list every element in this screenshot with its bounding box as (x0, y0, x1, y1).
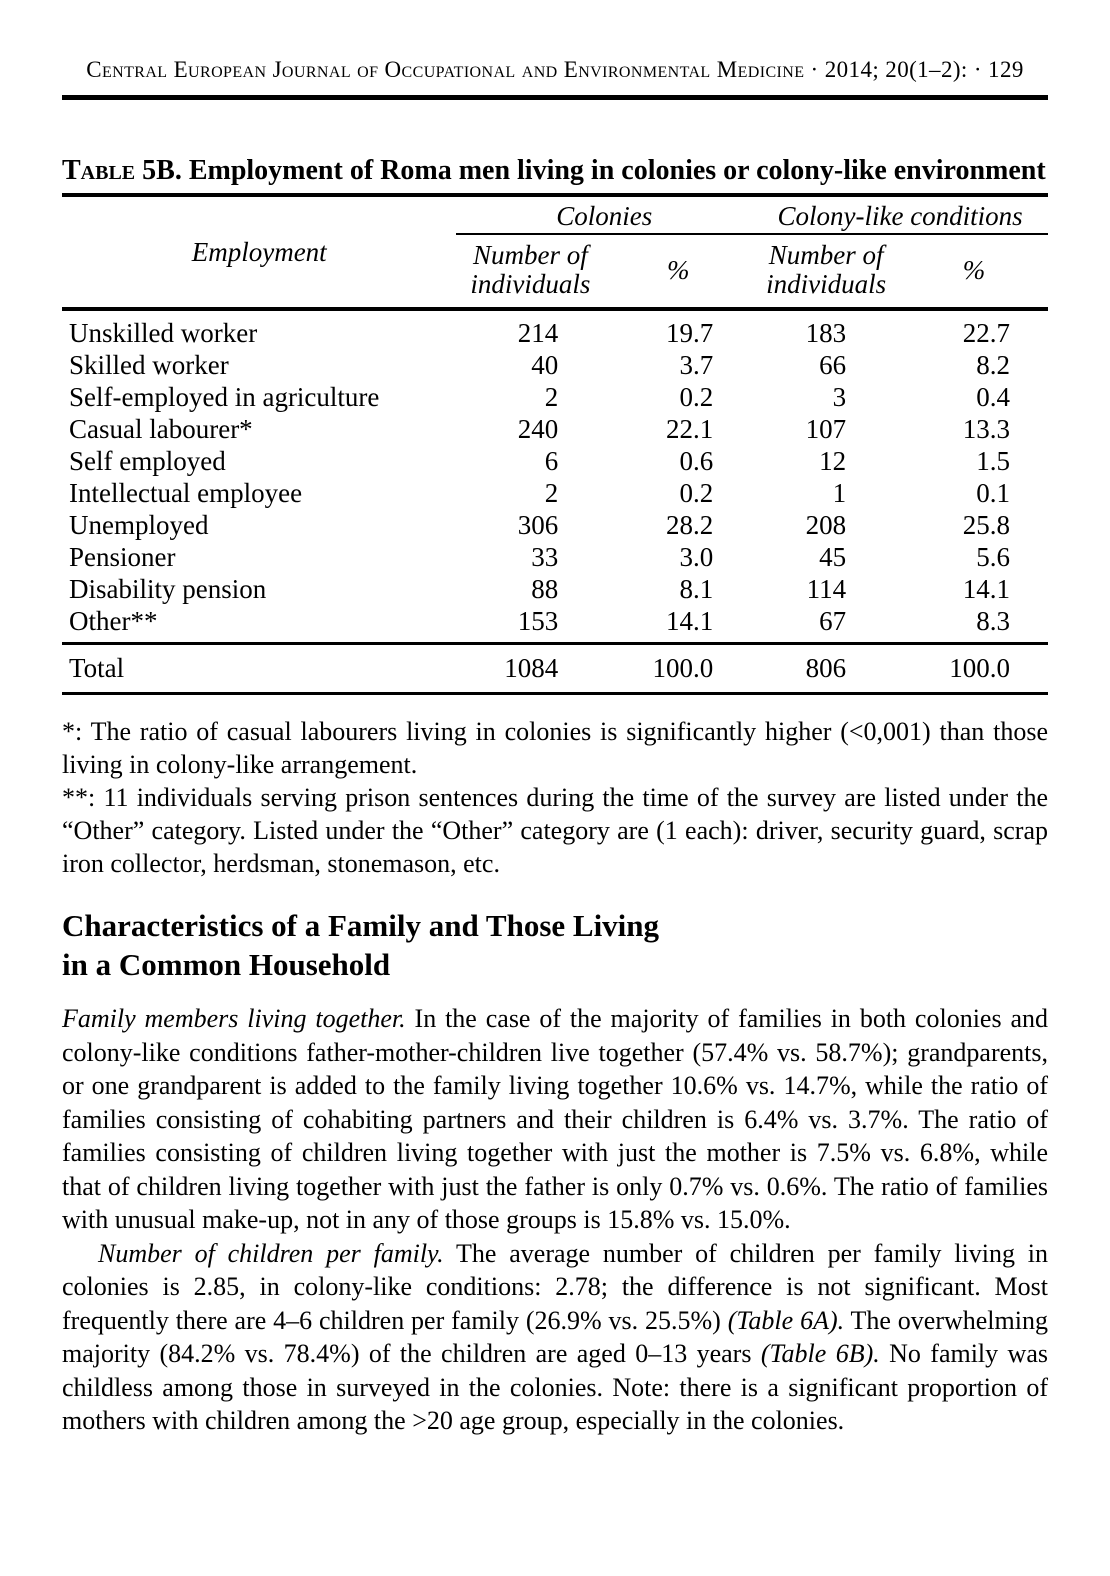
table-row (62, 445, 1048, 477)
paragraph-text: In the case of the majority of families in both colonies and colony-like conditions father-mother-children live together (57.4% vs. 58.7%); grandparents, or one grandparent is added to the family living together 10.6% vs. 14.7%, while the ratio of families consisting of cohabiting partners and their children is 6.4% vs. 3.7%. The ratio of families consisting of children living together with just the mother is 7.5% vs. 6.8%, while that of children living together with just the father is only 0.7% vs. 0.6%. The ratio of families with unusual make-up, not in any of those groups is 15.8% vs. 15.0%. (62, 1004, 1048, 1234)
colonies-count: 33 (531, 542, 559, 572)
colony-like-count: 45 (819, 542, 847, 572)
paragraph-family-members (62, 1002, 1048, 1237)
section-heading (62, 906, 1048, 984)
column-header-colony-like-percent: % (962, 254, 986, 285)
section-heading-line1: Characteristics of a Family and Those Living (62, 908, 660, 943)
colonies-count: 240 (517, 414, 559, 444)
colony-like-count: 107 (805, 414, 847, 444)
colonies-count: 2 (544, 382, 559, 412)
colony-like-percent: 8.3 (976, 606, 1010, 636)
section-heading-line2: in a Common Household (62, 947, 391, 982)
table-row (62, 541, 1048, 573)
colonies-count: 306 (517, 510, 559, 540)
employment-category: Self employed (69, 446, 226, 476)
colony-like-count: 12 (819, 446, 847, 476)
colonies-percent: 28.2 (665, 510, 714, 540)
colony-like-count: 208 (805, 510, 847, 540)
colony-like-count: 3 (832, 382, 847, 412)
colony-like-percent: 25.8 (962, 510, 1010, 540)
employment-category: Skilled worker (69, 350, 229, 380)
colony-like-percent: 0.4 (976, 382, 1010, 412)
colony-like-count: 1 (832, 478, 847, 508)
colonies-percent: 0.6 (679, 446, 714, 476)
colony-like-count: 66 (819, 350, 847, 380)
header-rule (62, 95, 1048, 100)
paragraph-text: No family was childless among those in surveyed in the colonies. Note: there is a significant proportion of mothers with children among the >20 age group, especially in the colonies. (62, 1339, 1048, 1435)
paragraph-children-per-family (62, 1237, 1048, 1438)
colony-like-count: 183 (805, 318, 847, 348)
employment-category: Disability pension (69, 574, 267, 604)
table-row (62, 309, 1048, 349)
table-row (62, 509, 1048, 541)
column-group-colony-like: Colony-like conditions (752, 195, 1048, 234)
total-label: Total (62, 644, 456, 694)
table-header (62, 195, 1048, 309)
column-header-employment: Employment (191, 236, 327, 267)
colonies-percent: 14.1 (665, 606, 714, 636)
column-group-colonies: Colonies (456, 195, 752, 234)
table-row (62, 573, 1048, 605)
colony-like-percent: 5.6 (976, 542, 1010, 572)
table-row (62, 413, 1048, 445)
employment-category: Self-employed in agriculture (69, 382, 380, 412)
colonies-count: 40 (531, 350, 559, 380)
employment-category: Pensioner (69, 542, 176, 572)
total-colonies-percent: 100.0 (604, 644, 752, 694)
column-header-colonies-number: Number of individuals (470, 240, 591, 299)
colony-like-percent: 0.1 (976, 478, 1010, 508)
table-caption (62, 152, 1048, 189)
colony-like-count: 67 (819, 606, 847, 636)
colony-like-percent: 8.2 (976, 350, 1010, 380)
paragraph-text: The overwhelming majority (84.2% vs. 78.4%) of the children are aged 0–13 years (62, 1305, 1048, 1368)
table-row (62, 349, 1048, 381)
employment-table (62, 193, 1048, 695)
colonies-count: 153 (517, 606, 559, 636)
table-6a-reference: (Table 6A). (727, 1305, 845, 1335)
employment-category: Casual labourer* (69, 414, 253, 444)
employment-category: Intellectual employee (69, 478, 303, 508)
colonies-percent: 22.1 (665, 414, 714, 444)
table-group-header-row (62, 195, 1048, 234)
colonies-percent: 0.2 (679, 478, 714, 508)
total-colony-like-count: 806 (752, 644, 900, 694)
footnote-other-category: **: 11 individuals serving prison sentences during the time of the survey are listed under the “Other” category. Listed under the “Other” category are (1 each): driver, security guard, scrap iron collector, herdsman, stonemason, etc. (62, 783, 1048, 878)
colony-like-count: 114 (806, 574, 847, 604)
employment-category: Unemployed (69, 510, 209, 540)
colonies-count: 2 (544, 478, 559, 508)
employment-category: Other** (69, 606, 158, 636)
employment-category: Unskilled worker (69, 318, 258, 348)
colony-like-percent: 14.1 (962, 574, 1010, 604)
colony-like-percent: 1.5 (976, 446, 1010, 476)
table-row (62, 381, 1048, 413)
table-row (62, 477, 1048, 509)
colony-like-percent: 13.3 (962, 414, 1010, 444)
colonies-count: 6 (544, 446, 559, 476)
paragraph-text: The average number of children per family living in colonies is 2.85, in colony-like conditions: 2.78; the difference is not significant. Most frequently there are 4–6 children per family (26.9% vs. 25.5%) (62, 1238, 1048, 1335)
colonies-percent: 3.0 (679, 542, 714, 572)
paragraph-lead-in: Family members living together. (62, 1004, 406, 1033)
running-header: Central European Journal of Occupational and Environmental Medicine · 2014; 20(1–2): · 129 (86, 57, 1024, 82)
total-colony-like-percent: 100.0 (900, 644, 1048, 694)
total-colonies-count: 1084 (456, 644, 604, 694)
colonies-count: 88 (531, 574, 559, 604)
colonies-percent: 19.7 (665, 318, 714, 348)
paragraph-lead-in: Number of children per family. (98, 1238, 444, 1268)
table-6b-reference: (Table 6B). (760, 1339, 880, 1368)
table-footnotes (62, 715, 1048, 880)
column-header-colony-like-number: Number of individuals (766, 240, 887, 299)
colonies-percent: 3.7 (679, 350, 714, 380)
colonies-count: 214 (517, 318, 559, 348)
colonies-percent: 0.2 (679, 382, 714, 412)
table-caption-text: Employment of Roma men living in colonies or colony-like environment (181, 155, 1046, 186)
table-total-row (62, 644, 1048, 694)
footnote-casual-labourer: *: The ratio of casual labourers living in colonies is significantly higher (<0,001) than those living in colony-like arrangement. (62, 717, 1048, 779)
table-row (62, 605, 1048, 644)
table-body (62, 309, 1048, 694)
colony-like-percent: 22.7 (962, 318, 1010, 348)
column-header-colonies-percent: % (666, 254, 690, 285)
colonies-percent: 8.1 (679, 574, 714, 604)
table-caption-label: Table 5B. (62, 155, 182, 186)
